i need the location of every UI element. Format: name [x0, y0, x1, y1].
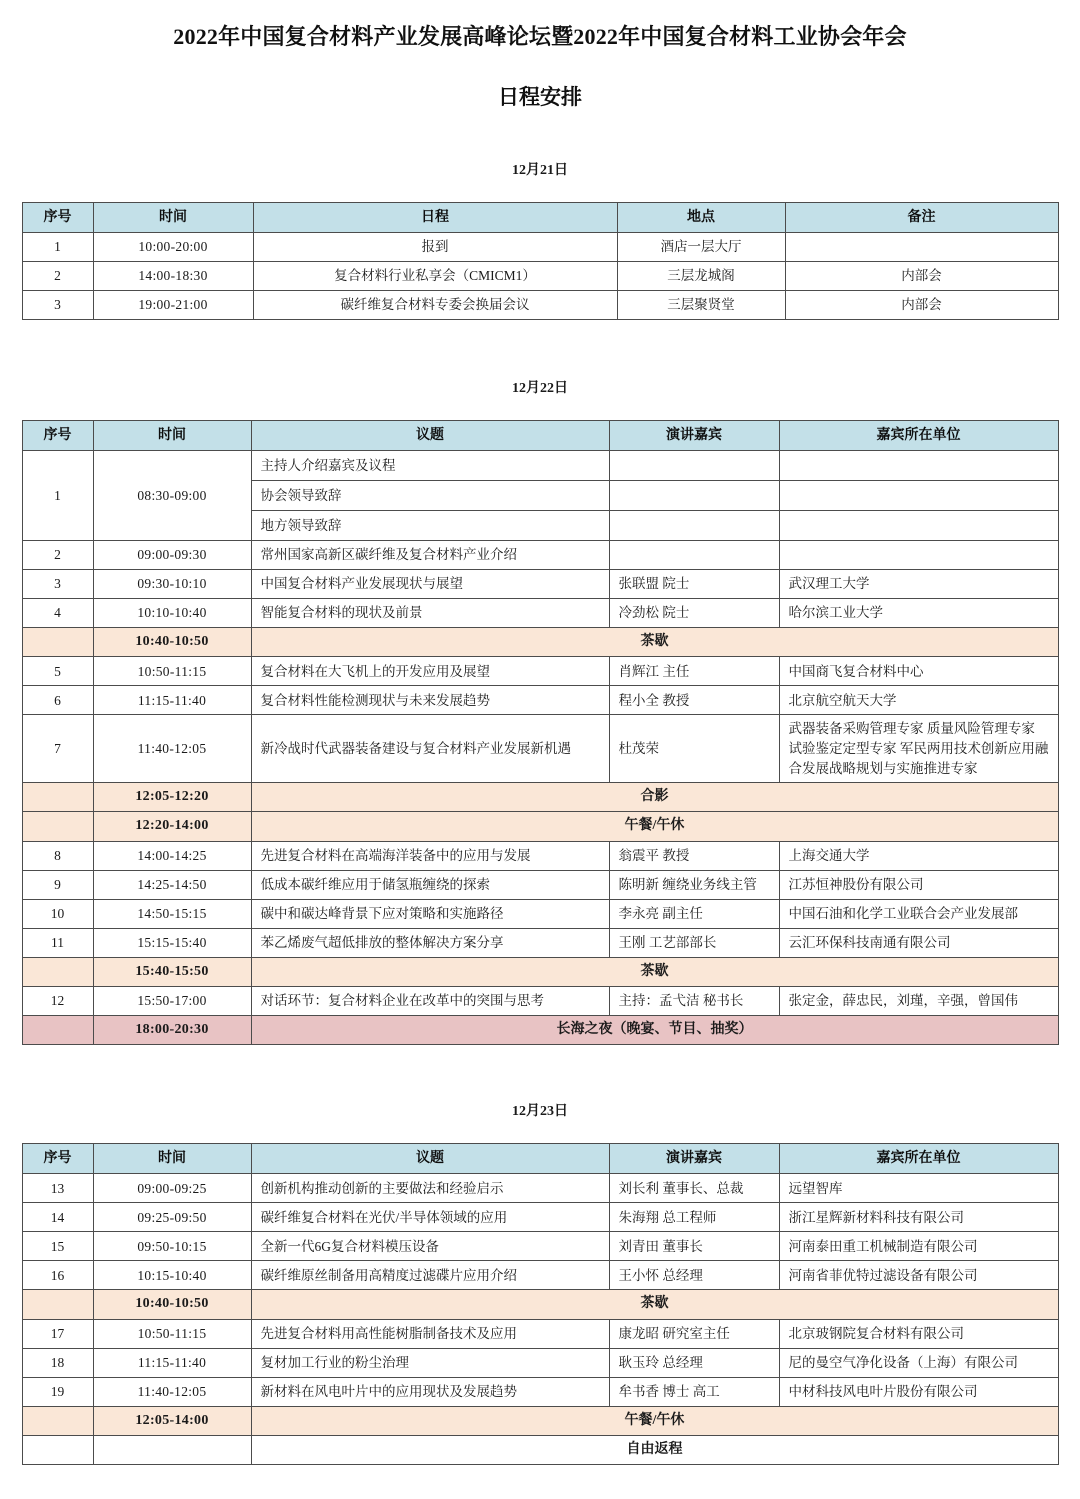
cell-topic: 碳中和碳达峰背景下应对策略和实施路径 [251, 899, 609, 928]
cell-org: 河南省菲优特过滤设备有限公司 [779, 1261, 1058, 1290]
gala-row [22, 1016, 1058, 1045]
cell-topic: 对话环节：复合材料企业在改革中的突围与思考 [251, 987, 609, 1016]
cell-note [785, 233, 1058, 262]
cell-break-label: 合影 [251, 783, 1058, 812]
cell-speaker: 牟书香 博士 高工 [609, 1377, 779, 1406]
cell-speaker: 王刚 工艺部部长 [609, 928, 779, 957]
cell-num: 18 [22, 1348, 93, 1377]
cell-time: 10:15-10:40 [93, 1261, 251, 1290]
cell-num [22, 957, 93, 986]
cell-time: 14:00-18:30 [93, 262, 253, 291]
cell-num: 9 [22, 870, 93, 899]
cell-num [22, 1016, 93, 1045]
cell-speaker: 翁震平 教授 [609, 841, 779, 870]
schedule-page [0, 22, 1080, 1499]
cell-topic: 苯乙烯废气超低排放的整体解决方案分享 [251, 928, 609, 957]
col-header-speaker: 演讲嘉宾 [609, 1144, 779, 1174]
cell-org: 上海交通大学 [779, 841, 1058, 870]
cell-break-label: 茶歇 [251, 628, 1058, 657]
cell-agenda: 复合材料行业私享会（CMICM1） [253, 262, 617, 291]
cell-org: 浙江星辉新材料科技有限公司 [779, 1203, 1058, 1232]
cell-place: 酒店一层大厅 [617, 233, 785, 262]
cell-num: 17 [22, 1319, 93, 1348]
cell-num [22, 1435, 93, 1464]
cell-agenda: 碳纤维复合材料专委会换届会议 [253, 291, 617, 320]
table-row [22, 1348, 1058, 1377]
col-header-agenda: 日程 [253, 203, 617, 233]
date-label-day2: 12月22日 [512, 381, 568, 397]
break-row-tea-1 [22, 628, 1058, 657]
cell-topic: 地方领导致辞 [251, 511, 609, 541]
table-row [22, 1174, 1058, 1203]
table-row [22, 987, 1058, 1016]
cell-time: 19:00-21:00 [93, 291, 253, 320]
page-title: 2022年中国复合材料产业发展高峰论坛暨2022年中国复合材料工业协会年会 [173, 24, 907, 49]
cell-time: 09:30-10:10 [93, 570, 251, 599]
cell-break-label: 茶歇 [251, 957, 1058, 986]
cell-num: 5 [22, 657, 93, 686]
cell-topic: 低成本碳纤维应用于储氢瓶缠绕的探索 [251, 870, 609, 899]
cell-time: 11:15-11:40 [93, 686, 251, 715]
cell-time: 14:00-14:25 [93, 841, 251, 870]
cell-speaker [609, 541, 779, 570]
col-header-time: 时间 [93, 203, 253, 233]
cell-speaker: 肖辉江 主任 [609, 657, 779, 686]
cell-speaker: 冷劲松 院士 [609, 599, 779, 628]
cell-org: 河南泰田重工机械制造有限公司 [779, 1232, 1058, 1261]
cell-time: 15:50-17:00 [93, 987, 251, 1016]
cell-num: 14 [22, 1203, 93, 1232]
cell-time: 15:15-15:40 [93, 928, 251, 957]
date-label-day3: 12月23日 [512, 1104, 568, 1120]
cell-org [779, 541, 1058, 570]
schedule-table-day2 [22, 420, 1059, 1045]
cell-time: 08:30-09:00 [93, 451, 251, 541]
cell-num: 6 [22, 686, 93, 715]
table-row [22, 899, 1058, 928]
cell-num: 19 [22, 1377, 93, 1406]
cell-org: 云汇环保科技南通有限公司 [779, 928, 1058, 957]
cell-speaker: 耿玉玲 总经理 [609, 1348, 779, 1377]
col-header-note: 备注 [785, 203, 1058, 233]
schedule-table-day3 [22, 1143, 1059, 1465]
table-row [22, 928, 1058, 957]
cell-speaker: 李永亮 副主任 [609, 899, 779, 928]
cell-topic: 全新一代6G复合材料模压设备 [251, 1232, 609, 1261]
cell-org: 中国石油和化学工业联合会产业发展部 [779, 899, 1058, 928]
cell-num: 2 [22, 262, 93, 291]
cell-topic: 新材料在风电叶片中的应用现状及发展趋势 [251, 1377, 609, 1406]
page-subtitle: 日程安排 [498, 84, 582, 109]
table-row [22, 841, 1058, 870]
cell-note: 内部会 [785, 291, 1058, 320]
table-row [22, 1203, 1058, 1232]
cell-time: 10:50-11:15 [93, 1319, 251, 1348]
cell-speaker [609, 511, 779, 541]
cell-num: 4 [22, 599, 93, 628]
cell-time: 09:00-09:30 [93, 541, 251, 570]
cell-topic: 创新机构推动创新的主要做法和经验启示 [251, 1174, 609, 1203]
cell-time: 12:05-12:20 [93, 783, 251, 812]
cell-speaker: 朱海翔 总工程师 [609, 1203, 779, 1232]
table-header-row [22, 203, 1058, 233]
cell-time: 10:40-10:50 [93, 1290, 251, 1319]
cell-topic: 智能复合材料的现状及前景 [251, 599, 609, 628]
table-row [22, 1261, 1058, 1290]
cell-topic: 常州国家高新区碳纤维及复合材料产业介绍 [251, 541, 609, 570]
cell-time: 09:00-09:25 [93, 1174, 251, 1203]
col-header-time: 时间 [93, 421, 251, 451]
cell-org: 北京航空航天大学 [779, 686, 1058, 715]
col-header-org: 嘉宾所在单位 [779, 1144, 1058, 1174]
cell-speaker [609, 451, 779, 481]
cell-num: 10 [22, 899, 93, 928]
cell-break-label: 午餐/午休 [251, 1406, 1058, 1435]
cell-num [22, 628, 93, 657]
cell-time: 09:50-10:15 [93, 1232, 251, 1261]
cell-num: 1 [22, 451, 93, 541]
date-label-day1: 12月21日 [512, 163, 568, 179]
col-header-num: 序号 [22, 421, 93, 451]
cell-org [779, 451, 1058, 481]
cell-time [93, 1435, 251, 1464]
cell-org [779, 511, 1058, 541]
col-header-org: 嘉宾所在单位 [779, 421, 1058, 451]
table-header-row [22, 1144, 1058, 1174]
cell-time: 10:50-11:15 [93, 657, 251, 686]
cell-org: 张定金，薛忠民，刘瑾，辛强，曾国伟 [779, 987, 1058, 1016]
cell-note: 内部会 [785, 262, 1058, 291]
cell-num: 2 [22, 541, 93, 570]
cell-num: 1 [22, 233, 93, 262]
col-header-topic: 议题 [251, 421, 609, 451]
cell-num: 3 [22, 291, 93, 320]
table-row [22, 599, 1058, 628]
cell-org: 中材科技风电叶片股份有限公司 [779, 1377, 1058, 1406]
cell-time: 14:25-14:50 [93, 870, 251, 899]
cell-agenda: 报到 [253, 233, 617, 262]
final-row-departure [22, 1435, 1058, 1464]
cell-time: 15:40-15:50 [93, 957, 251, 986]
table-row [22, 657, 1058, 686]
cell-time: 12:05-14:00 [93, 1406, 251, 1435]
break-row-lunch [22, 812, 1058, 841]
cell-topic: 新冷战时代武器装备建设与复合材料产业发展新机遇 [251, 715, 609, 783]
table-row [22, 291, 1058, 320]
table-row [22, 870, 1058, 899]
table-row [22, 233, 1058, 262]
cell-time: 11:40-12:05 [93, 715, 251, 783]
cell-org: 远望智库 [779, 1174, 1058, 1203]
cell-time: 12:20-14:00 [93, 812, 251, 841]
col-header-topic: 议题 [251, 1144, 609, 1174]
col-header-time: 时间 [93, 1144, 251, 1174]
cell-final-label: 自由返程 [251, 1435, 1058, 1464]
cell-topic: 碳纤维复合材料在光伏/半导体领域的应用 [251, 1203, 609, 1232]
cell-time: 10:10-10:40 [93, 599, 251, 628]
cell-topic: 碳纤维原丝制备用高精度过滤碟片应用介绍 [251, 1261, 609, 1290]
cell-topic: 中国复合材料产业发展现状与展望 [251, 570, 609, 599]
cell-num [22, 1406, 93, 1435]
cell-org: 尼的曼空气净化设备（上海）有限公司 [779, 1348, 1058, 1377]
break-row-photo [22, 783, 1058, 812]
cell-num: 13 [22, 1174, 93, 1203]
table-row [22, 686, 1058, 715]
schedule-table-day1 [22, 202, 1059, 320]
table-row [22, 541, 1058, 570]
cell-topic: 先进复合材料在高端海洋装备中的应用与发展 [251, 841, 609, 870]
cell-num: 11 [22, 928, 93, 957]
table-row [22, 570, 1058, 599]
cell-org: 北京玻钢院复合材料有限公司 [779, 1319, 1058, 1348]
cell-org: 武器装备采购管理专家 质量风险管理专家 试验鉴定定型专家 军民两用技术创新应用融合发展战略规划与实施推进专家 [779, 715, 1058, 783]
cell-num: 8 [22, 841, 93, 870]
cell-time: 18:00-20:30 [93, 1016, 251, 1045]
cell-speaker: 刘长利 董事长、总裁 [609, 1174, 779, 1203]
cell-break-label: 午餐/午休 [251, 812, 1058, 841]
table-row [22, 1377, 1058, 1406]
cell-speaker: 康龙昭 研究室主任 [609, 1319, 779, 1348]
cell-break-label: 茶歇 [251, 1290, 1058, 1319]
table-row [22, 715, 1058, 783]
table-header-row [22, 421, 1058, 451]
break-row-tea-2 [22, 957, 1058, 986]
break-row-lunch-2 [22, 1406, 1058, 1435]
cell-speaker: 主持：孟弋洁 秘书长 [609, 987, 779, 1016]
cell-time: 10:00-20:00 [93, 233, 253, 262]
cell-time: 10:40-10:50 [93, 628, 251, 657]
cell-num: 15 [22, 1232, 93, 1261]
cell-num [22, 1290, 93, 1319]
cell-num: 7 [22, 715, 93, 783]
col-header-speaker: 演讲嘉宾 [609, 421, 779, 451]
cell-num [22, 812, 93, 841]
table-row [22, 262, 1058, 291]
cell-speaker: 王小怀 总经理 [609, 1261, 779, 1290]
cell-speaker: 刘青田 董事长 [609, 1232, 779, 1261]
table-row [22, 451, 1058, 481]
cell-topic: 复合材料性能检测现状与未来发展趋势 [251, 686, 609, 715]
cell-org: 江苏恒神股份有限公司 [779, 870, 1058, 899]
col-header-num: 序号 [22, 1144, 93, 1174]
cell-topic: 复材加工行业的粉尘治理 [251, 1348, 609, 1377]
cell-gala-label: 长海之夜（晚宴、节目、抽奖） [251, 1016, 1058, 1045]
cell-num: 16 [22, 1261, 93, 1290]
cell-place: 三层龙城阁 [617, 262, 785, 291]
cell-speaker: 陈明新 缠绕业务线主管 [609, 870, 779, 899]
cell-org [779, 481, 1058, 511]
col-header-num: 序号 [22, 203, 93, 233]
cell-org: 哈尔滨工业大学 [779, 599, 1058, 628]
cell-topic: 协会领导致辞 [251, 481, 609, 511]
cell-time: 14:50-15:15 [93, 899, 251, 928]
cell-speaker [609, 481, 779, 511]
cell-org: 武汉理工大学 [779, 570, 1058, 599]
cell-topic: 复合材料在大飞机上的开发应用及展望 [251, 657, 609, 686]
cell-speaker: 杜茂荣 [609, 715, 779, 783]
break-row-tea-3 [22, 1290, 1058, 1319]
cell-topic: 主持人介绍嘉宾及议程 [251, 451, 609, 481]
cell-org: 中国商飞复合材料中心 [779, 657, 1058, 686]
cell-topic: 先进复合材料用高性能树脂制备技术及应用 [251, 1319, 609, 1348]
cell-speaker: 程小全 教授 [609, 686, 779, 715]
cell-num: 3 [22, 570, 93, 599]
table-row [22, 1232, 1058, 1261]
cell-time: 09:25-09:50 [93, 1203, 251, 1232]
cell-time: 11:15-11:40 [93, 1348, 251, 1377]
table-row [22, 1319, 1058, 1348]
cell-time: 11:40-12:05 [93, 1377, 251, 1406]
cell-place: 三层聚贤堂 [617, 291, 785, 320]
cell-speaker: 张联盟 院士 [609, 570, 779, 599]
cell-num: 12 [22, 987, 93, 1016]
col-header-place: 地点 [617, 203, 785, 233]
cell-num [22, 783, 93, 812]
